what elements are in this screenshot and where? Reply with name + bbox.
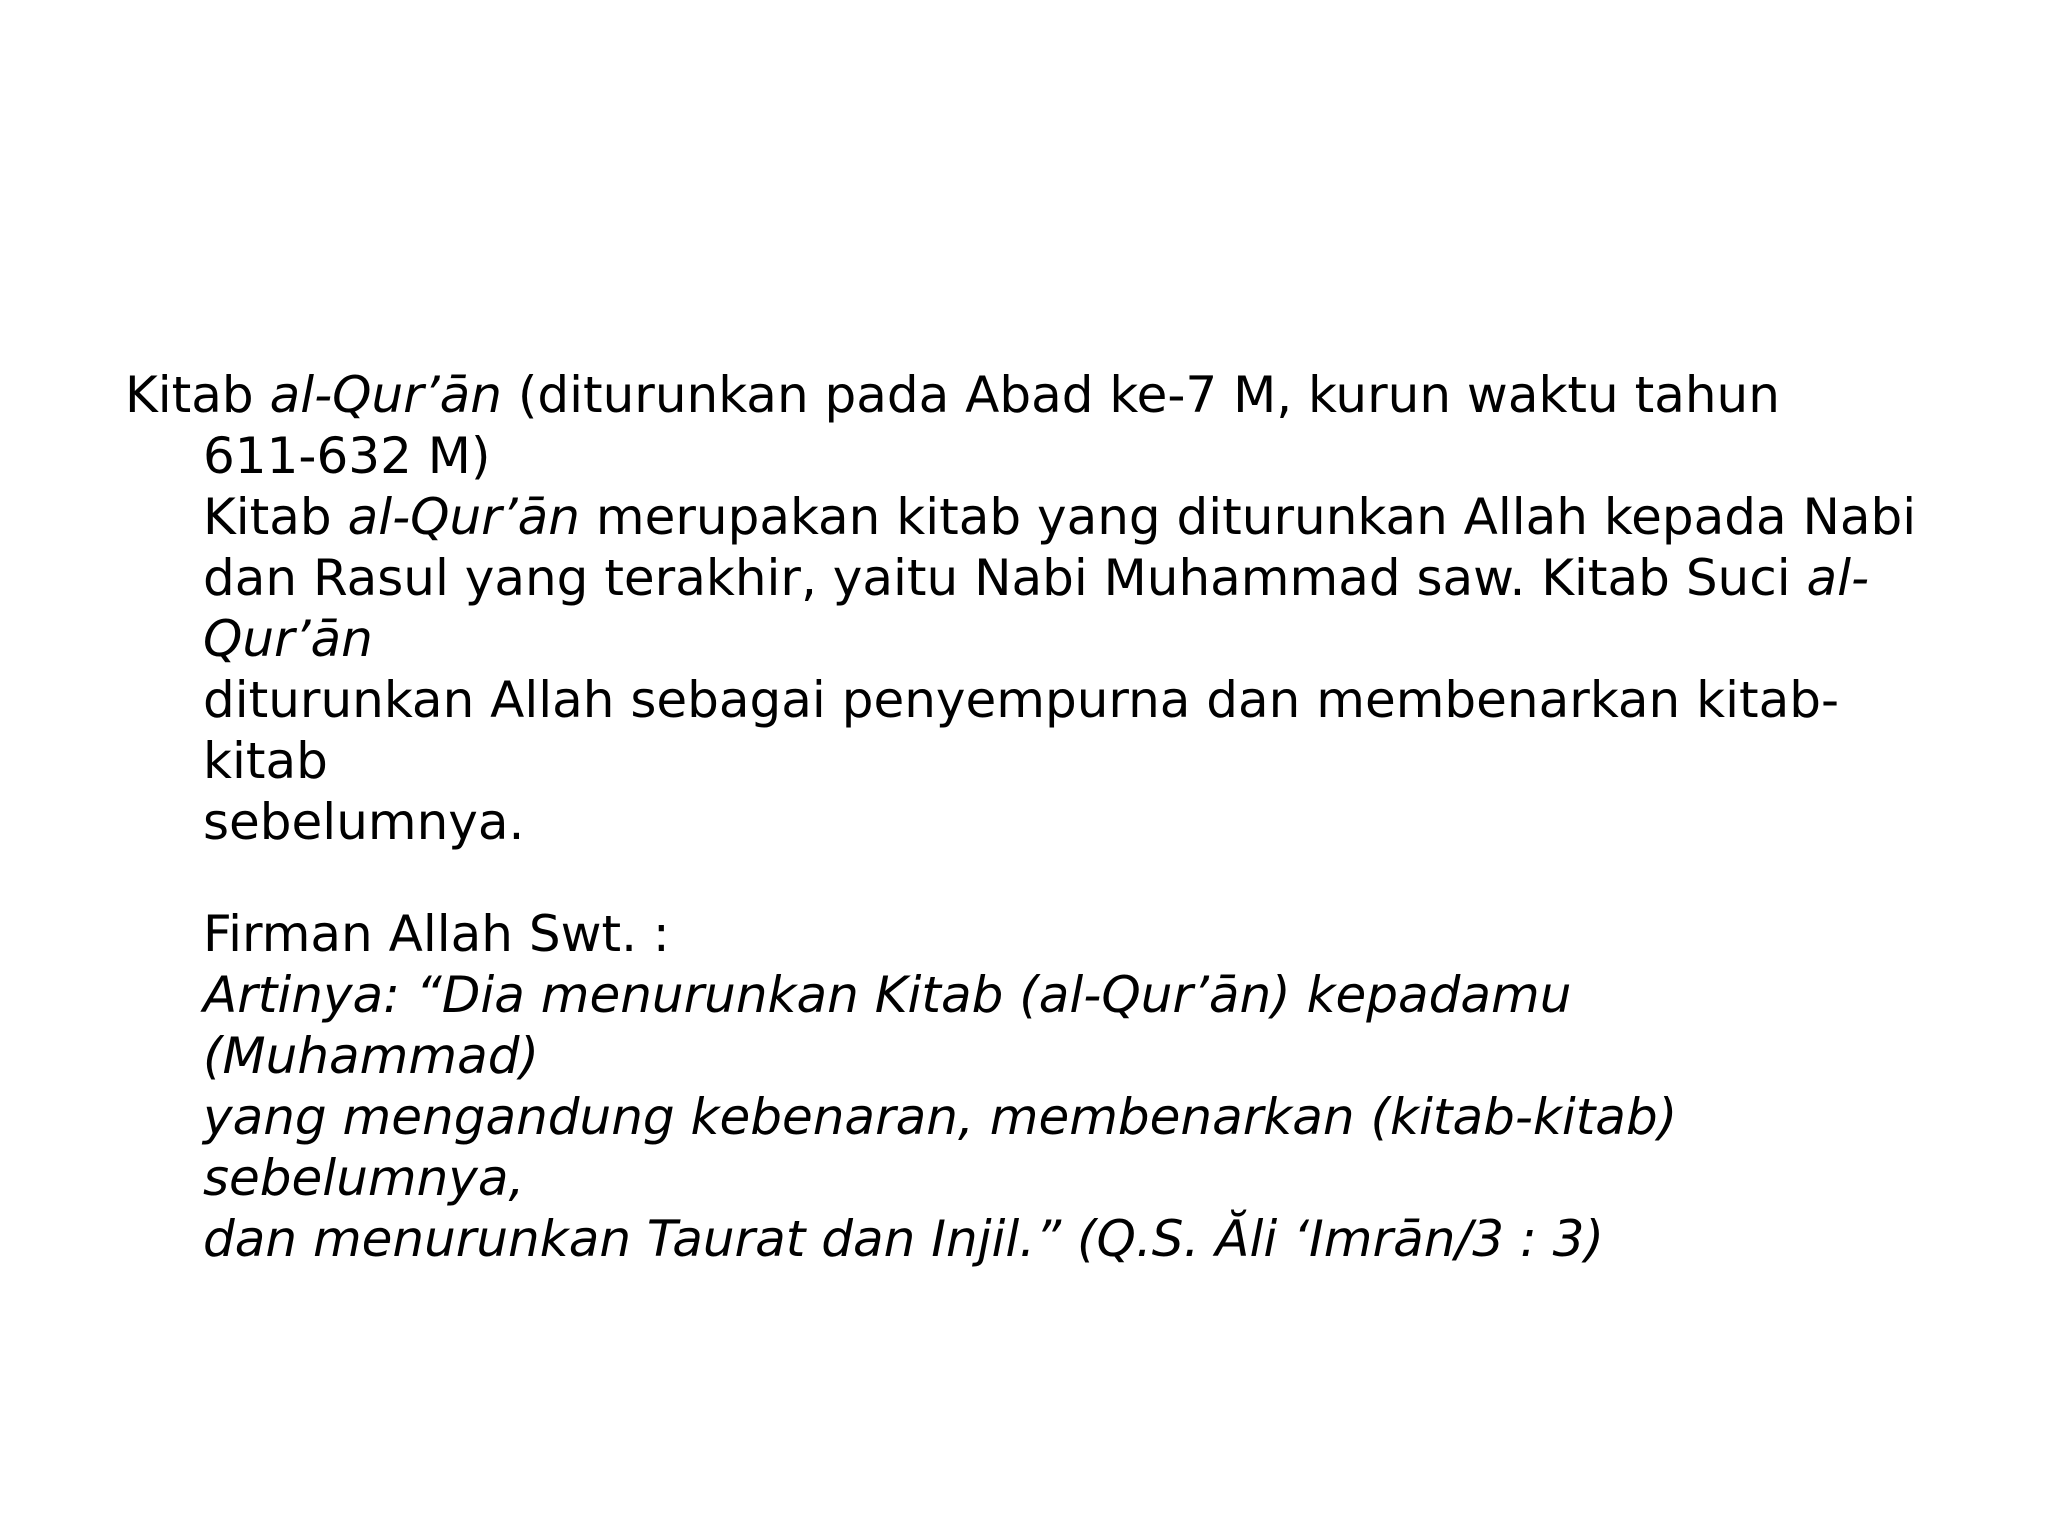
paragraph1-line1 bbox=[125, 365, 1995, 426]
text-segment: (diturunkan pada Abad ke-7 M, kurun waktu tahun bbox=[501, 366, 1780, 424]
paragraph2-line3: (Muhammad) bbox=[203, 1027, 539, 1085]
text-segment: Kitab bbox=[203, 488, 348, 546]
text-segment: merupakan kitab yang diturunkan Allah kepada Nabi bbox=[579, 488, 1917, 546]
paragraph2-line5: sebelumnya, bbox=[203, 1149, 525, 1207]
paragraph1-line8: sebelumnya. bbox=[203, 793, 525, 851]
paragraph1-line3 bbox=[125, 487, 1995, 548]
paragraph1-line6: diturunkan Allah sebagai penyempurna dan membenarkan kitab- bbox=[203, 671, 1839, 729]
italic-term: al-Qur’ān bbox=[269, 366, 502, 424]
paragraph2-line2: Artinya: “Dia menurunkan Kitab (al-Qur’ān) kepadamu bbox=[203, 966, 1572, 1024]
paragraph2-line1: Firman Allah Swt. : bbox=[203, 905, 670, 963]
paragraph2-line6: dan menurunkan Taurat dan Injil.” (Q.S. Ăli ‘Imrān/3 : 3) bbox=[203, 1210, 1605, 1268]
italic-term: al- bbox=[1806, 549, 1870, 607]
paragraph2-line4: yang mengandung kebenaran, membenarkan (kitab-kitab) bbox=[203, 1088, 1678, 1146]
text-segment: dan Rasul yang terakhir, yaitu Nabi Muhammad saw. Kitab Suci bbox=[203, 549, 1807, 607]
paragraph1-line7: kitab bbox=[203, 732, 328, 790]
paragraph-spacer bbox=[125, 853, 1995, 904]
paragraph1-line5: Qur’ān bbox=[203, 610, 373, 668]
paragraph1-line4 bbox=[125, 548, 1995, 609]
paragraph1-line2: 611-632 M) bbox=[203, 427, 491, 485]
text-segment: Kitab bbox=[125, 366, 270, 424]
italic-term: al-Qur’ān bbox=[347, 488, 580, 546]
slide-body-text bbox=[125, 365, 1995, 1270]
